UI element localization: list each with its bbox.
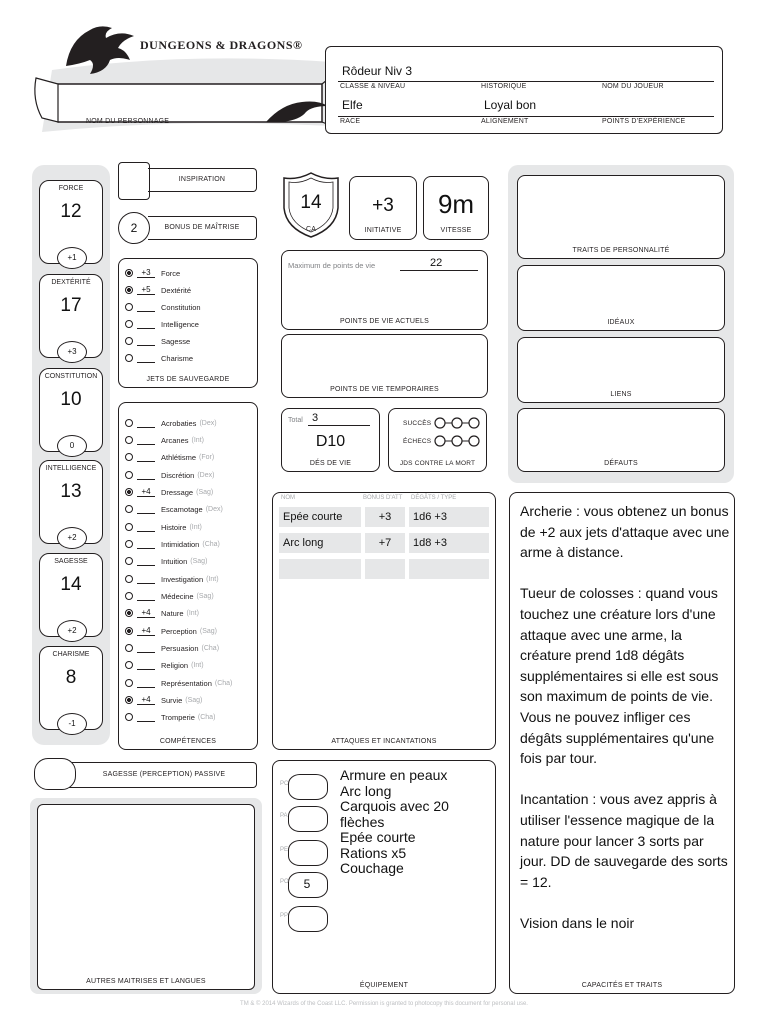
skill-ability: (Cha) xyxy=(201,644,220,652)
attack-bonus[interactable]: +7 xyxy=(365,533,405,553)
bonds-box[interactable] xyxy=(517,337,725,403)
death-save-success-label: SUCCÈS xyxy=(403,420,432,427)
initiative-value[interactable]: +3 xyxy=(372,195,394,216)
skill-name: Tromperie xyxy=(161,712,195,722)
skills-box xyxy=(118,402,258,750)
skill-modifier[interactable] xyxy=(137,470,155,480)
proficiency-dot[interactable] xyxy=(125,592,133,600)
hit-dice-value[interactable]: D10 xyxy=(315,433,346,450)
hp-max-value[interactable]: 22 xyxy=(430,257,443,269)
attack-name[interactable]: Epée courte xyxy=(279,507,361,527)
save-row-sagesse[interactable] xyxy=(125,334,190,348)
proficiency-dot[interactable] xyxy=(125,471,133,479)
proficiency-dot[interactable] xyxy=(125,523,133,531)
skill-modifier[interactable] xyxy=(137,591,155,601)
skill-row[interactable] xyxy=(125,641,219,655)
skill-modifier[interactable] xyxy=(137,539,155,549)
speed-box xyxy=(423,176,489,240)
armor-class-value[interactable]: 14 xyxy=(300,192,322,213)
death-save-fail-circles[interactable] xyxy=(433,434,481,448)
ability-modifier[interactable]: +1 xyxy=(57,247,87,269)
proficiency-dot[interactable] xyxy=(125,303,133,311)
skill-modifier[interactable] xyxy=(137,678,155,688)
skills-title: COMPÉTENCES xyxy=(159,738,217,745)
footer-copyright: TM & © 2014 Wizards of the Coast LLC. Permission is granted to photocopy this document for personal use. xyxy=(240,1001,528,1007)
death-saves-label: JDS CONTRE LA MORT xyxy=(399,460,476,467)
attacks-title: ATTAQUES ET INCANTATIONS xyxy=(331,738,437,745)
passive-perception-value[interactable] xyxy=(34,758,76,790)
ability-score[interactable]: 12 xyxy=(60,201,82,222)
skill-ability: (Sag) xyxy=(199,627,217,635)
coin-pe xyxy=(282,840,328,866)
skill-modifier[interactable] xyxy=(137,452,155,462)
skill-name: Escamotage xyxy=(161,504,203,514)
skill-row[interactable] xyxy=(125,658,204,672)
proficiency-dot[interactable] xyxy=(125,505,133,513)
race-label: RACE xyxy=(340,118,361,125)
proficiency-dot[interactable] xyxy=(125,354,133,362)
hit-dice-label: DÉS DE VIE xyxy=(309,460,352,467)
attack-name[interactable] xyxy=(279,559,361,579)
proficiency-dot[interactable] xyxy=(125,696,133,704)
coin-label: PO xyxy=(280,879,289,885)
skill-row[interactable] xyxy=(125,502,223,516)
temporary-hp-box[interactable] xyxy=(281,334,488,398)
skill-ability: (Int) xyxy=(206,575,219,583)
ability-modifier[interactable]: 0 xyxy=(57,435,87,457)
skill-name: Arcanes xyxy=(161,435,189,445)
ideals-label: IDÉAUX xyxy=(607,319,635,326)
proficiency-dot[interactable] xyxy=(125,419,133,427)
alignment-label: ALIGNEMENT xyxy=(481,118,529,125)
save-row-dexterite[interactable] xyxy=(125,283,191,297)
personality-traits-label: TRAITS DE PERSONNALITÉ xyxy=(572,247,670,254)
speed-label: VITESSE xyxy=(440,227,472,234)
skill-name: Discrétion xyxy=(161,470,195,480)
character-name-label: NOM DU PERSONNAGE xyxy=(86,118,170,125)
skill-modifier[interactable] xyxy=(137,435,155,445)
proficiency-dot[interactable] xyxy=(125,269,133,277)
logo-text: DUNGEONS & DRAGONS® xyxy=(140,38,303,52)
flaws-label: DÉFAUTS xyxy=(604,460,638,467)
attacks-col-damage: DÉGÂTS / TYPE xyxy=(411,495,457,501)
skill-modifier[interactable] xyxy=(137,660,155,670)
passive-perception-label: SAGESSE (PERCEPTION) PASSIVE xyxy=(102,771,226,778)
skill-row[interactable] xyxy=(125,624,217,638)
attacks-box xyxy=(272,492,496,750)
proficiency-dot[interactable] xyxy=(125,661,133,669)
skill-ability: (Dex) xyxy=(197,471,215,479)
proficiency-label: BONUS DE MAÎTRISE xyxy=(164,224,240,231)
skill-row[interactable] xyxy=(125,433,204,447)
hp-max-label: Maximum de points de vie xyxy=(288,261,376,270)
proficiency-dot[interactable] xyxy=(125,453,133,461)
current-hp-label: POINTS DE VIE ACTUELS xyxy=(340,318,429,325)
proficiency-dot[interactable] xyxy=(125,679,133,687)
coin-label: PA xyxy=(280,813,288,819)
attack-damage[interactable] xyxy=(409,559,489,579)
skill-name: Intuition xyxy=(161,556,188,566)
inspiration-field[interactable] xyxy=(118,162,150,200)
skill-ability: (Cha) xyxy=(197,713,216,721)
skill-row[interactable] xyxy=(125,485,213,499)
saving-throws-title: JETS DE SAUVEGARDE xyxy=(146,376,230,383)
skill-modifier[interactable] xyxy=(137,556,155,566)
skill-ability: (Int) xyxy=(189,523,202,531)
save-modifier[interactable] xyxy=(137,336,155,346)
skill-modifier[interactable]: +4 xyxy=(137,487,155,497)
save-name: Charisme xyxy=(161,353,194,363)
skill-row[interactable] xyxy=(125,606,199,620)
save-modifier[interactable] xyxy=(137,353,155,363)
skill-name: Représentation xyxy=(161,678,212,688)
dragon-logo-icon xyxy=(60,20,140,76)
skill-ability: (For) xyxy=(199,453,215,461)
proficiency-dot[interactable] xyxy=(125,713,133,721)
ability-name: CONSTITUTION xyxy=(44,373,98,380)
skill-ability: (Sag) xyxy=(185,696,203,704)
skill-row[interactable] xyxy=(125,416,217,430)
temporary-hp-label: POINTS DE VIE TEMPORAIRES xyxy=(330,386,439,393)
coin-label: PP xyxy=(280,913,289,919)
proficiency-dot[interactable] xyxy=(125,575,133,583)
skill-name: Persuasion xyxy=(161,643,199,653)
race-value[interactable]: Elfe xyxy=(342,98,363,112)
bonds-label: LIENS xyxy=(610,391,632,398)
coin-pp xyxy=(282,906,328,932)
skill-modifier[interactable]: +4 xyxy=(137,695,155,705)
skill-ability: (Dex) xyxy=(199,419,217,427)
attack-damage[interactable]: 1d8 +3 xyxy=(409,533,489,553)
skill-name: Dressage xyxy=(161,487,194,497)
save-name: Dextérité xyxy=(161,285,192,295)
skill-row[interactable] xyxy=(125,589,214,603)
player-name-label: NOM DU JOUEUR xyxy=(602,83,664,90)
features-title: CAPACITÉS ET TRAITS xyxy=(581,982,663,989)
save-modifier[interactable] xyxy=(137,319,155,329)
features-box xyxy=(509,492,735,994)
skill-name: Perception xyxy=(161,626,197,636)
ability-modifier[interactable]: +2 xyxy=(57,620,87,642)
initiative-label: INITIATIVE xyxy=(364,227,402,234)
other-proficiencies-title: AUTRES MAITRISES ET LANGUES xyxy=(86,978,206,985)
skill-ability: (Int) xyxy=(186,609,199,617)
skill-row[interactable] xyxy=(125,520,202,534)
ability-name: INTELLIGENCE xyxy=(45,465,97,472)
skill-row[interactable] xyxy=(125,468,214,482)
skill-ability: (Int) xyxy=(191,436,204,444)
skill-ability: (Sag) xyxy=(196,488,214,496)
save-name: Sagesse xyxy=(161,336,191,346)
skill-row[interactable] xyxy=(125,710,215,724)
death-save-fail-label: ÉCHECS xyxy=(403,438,432,445)
skill-modifier[interactable] xyxy=(137,712,155,722)
speed-value[interactable]: 9m xyxy=(437,189,475,219)
save-row-force[interactable] xyxy=(125,266,180,280)
coin-value[interactable]: 5 xyxy=(303,877,311,891)
skill-ability: (Cha) xyxy=(214,679,233,687)
attack-name[interactable]: Arc long xyxy=(279,533,361,553)
proficiency-value[interactable]: 2 xyxy=(118,212,150,244)
proficiency-dot[interactable] xyxy=(125,627,133,635)
proficiency-dot[interactable] xyxy=(125,320,133,328)
ability-modifier[interactable]: -1 xyxy=(57,713,87,735)
equipment-list[interactable]: Armure en peaux Arc long Carquois avec 20 flèches Epée courte Rations x5 Couchage xyxy=(340,767,449,876)
save-name: Intelligence xyxy=(161,319,199,329)
skill-modifier[interactable] xyxy=(137,418,155,428)
skill-ability: (Sag) xyxy=(190,557,208,565)
save-modifier[interactable]: +3 xyxy=(137,268,155,278)
features-text[interactable]: Archerie : vous obtenez un bonus de +2 aux jets d'attaque avec une arme à distance. Tueur de colosses : quand vous touchez une créature lors d'une attaque avec une arme, la créature prend 1d8 dégâts supplémentaires si elle est sous son maximum de points de vie. Vous ne pouvez infliger ces dégâts supplémentaires qu'une fois par tour. Incantation : vous avez appris à utiliser l'essence magique de la nature pour lancer 3 sorts par jour. DD de sauvegarde des sorts = 12. Vision dans le noir xyxy=(520,503,730,931)
skill-modifier[interactable] xyxy=(137,522,155,532)
coin-pc xyxy=(282,774,328,800)
background-label: HISTORIQUE xyxy=(481,83,527,90)
skill-name: Intimidation xyxy=(161,539,200,549)
proficiency-dot[interactable] xyxy=(125,436,133,444)
save-row-intelligence[interactable] xyxy=(125,317,199,331)
proficiency-dot[interactable] xyxy=(125,557,133,565)
death-saves-box xyxy=(388,408,487,472)
coin-label: PC xyxy=(280,781,289,787)
skill-ability: (Sag) xyxy=(196,592,214,600)
save-modifier[interactable] xyxy=(137,302,155,312)
proficiency-dot[interactable] xyxy=(125,286,133,294)
skill-ability: (Cha) xyxy=(202,540,220,548)
skill-name: Athlétisme xyxy=(161,452,197,462)
coin-pa xyxy=(282,806,328,832)
hit-dice-total-label: Total xyxy=(288,417,303,424)
skill-ability: (Dex) xyxy=(205,505,223,513)
ability-score[interactable]: 10 xyxy=(60,389,82,410)
ability-score[interactable]: 13 xyxy=(60,481,82,502)
class-level[interactable]: Rôdeur Niv 3 xyxy=(342,64,413,78)
skill-modifier[interactable]: +4 xyxy=(137,626,155,636)
coin-po xyxy=(282,872,328,898)
ability-modifier[interactable]: +2 xyxy=(57,527,87,549)
alignment-value[interactable]: Loyal bon xyxy=(484,98,537,112)
other-proficiencies-box[interactable] xyxy=(37,804,255,990)
skill-row[interactable] xyxy=(125,693,202,707)
xp-label: POINTS D'EXPÉRIENCE xyxy=(602,118,686,125)
inspiration-label: INSPIRATION xyxy=(178,176,226,183)
skill-name: Religion xyxy=(161,660,189,670)
skill-row[interactable] xyxy=(125,537,220,551)
proficiency-dot[interactable] xyxy=(125,488,133,496)
skill-name: Histoire xyxy=(161,522,187,532)
ideals-box[interactable] xyxy=(517,265,725,331)
skill-row[interactable] xyxy=(125,572,219,586)
equipment-title: ÉQUIPEMENT xyxy=(359,982,409,989)
initiative-box xyxy=(349,176,417,240)
ability-score[interactable]: 8 xyxy=(65,667,77,688)
ability-score[interactable]: 14 xyxy=(60,574,82,595)
proficiency-dot[interactable] xyxy=(125,609,133,617)
skill-row[interactable] xyxy=(125,676,232,690)
proficiency-dot[interactable] xyxy=(125,540,133,548)
attack-bonus[interactable] xyxy=(365,559,405,579)
skill-name: Investigation xyxy=(161,574,204,584)
current-hp-box[interactable] xyxy=(281,250,488,330)
hit-dice-box xyxy=(281,408,380,472)
skill-ability: (Int) xyxy=(191,661,204,669)
attack-damage[interactable]: 1d6 +3 xyxy=(409,507,489,527)
attacks-col-bonus: BONUS D'ATT xyxy=(363,495,403,501)
saving-throws-box xyxy=(118,258,258,388)
flaws-box[interactable] xyxy=(517,408,725,472)
save-row-charisme[interactable] xyxy=(125,351,193,365)
dragon-tail-icon xyxy=(262,96,332,126)
skill-name: Survie xyxy=(161,695,183,705)
death-save-success-circles[interactable] xyxy=(433,416,481,430)
skill-modifier[interactable] xyxy=(137,504,155,514)
skill-row[interactable] xyxy=(125,554,207,568)
attack-bonus[interactable]: +3 xyxy=(365,507,405,527)
coin-label: PE xyxy=(280,847,289,853)
class-level-label: CLASSE & NIVEAU xyxy=(340,83,406,90)
proficiency-dot[interactable] xyxy=(125,337,133,345)
ability-name: SAGESSE xyxy=(54,558,88,565)
ability-name: CHARISME xyxy=(52,651,90,658)
save-modifier[interactable]: +5 xyxy=(137,285,155,295)
skill-modifier[interactable] xyxy=(137,643,155,653)
skill-name: Médecine xyxy=(161,591,194,601)
ability-modifier[interactable]: +3 xyxy=(57,341,87,363)
skill-name: Acrobaties xyxy=(161,418,197,428)
skill-modifier[interactable]: +4 xyxy=(137,608,155,618)
skill-name: Nature xyxy=(161,608,184,618)
ability-name: DEXTÉRITÉ xyxy=(51,279,91,286)
attacks-col-name: NOM xyxy=(281,495,295,501)
save-row-constitution[interactable] xyxy=(125,300,201,314)
skill-modifier[interactable] xyxy=(137,574,155,584)
hit-dice-total[interactable]: 3 xyxy=(312,412,319,424)
personality-traits-box[interactable] xyxy=(517,175,725,259)
skill-row[interactable] xyxy=(125,450,214,464)
ability-name: FORCE xyxy=(58,185,84,192)
ability-score[interactable]: 17 xyxy=(60,295,82,316)
save-name: Constitution xyxy=(161,302,201,312)
save-name: Force xyxy=(161,268,181,278)
armor-class-label: CA xyxy=(305,226,317,233)
proficiency-dot[interactable] xyxy=(125,644,133,652)
